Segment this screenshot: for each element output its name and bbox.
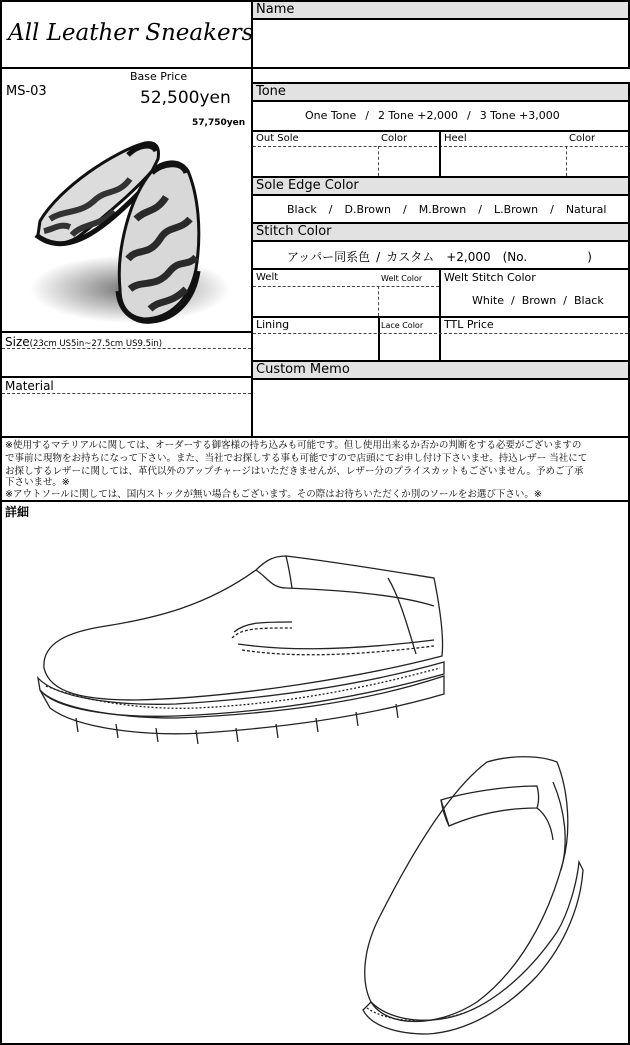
base-price-label: Base Price [130,70,188,83]
tone-option-one[interactable]: One Tone [305,109,357,122]
divider [378,286,379,316]
detail-label: 詳細 [5,505,30,519]
note-line: ※使用するマテリアルに関しては、オーダーする御客様の持ち込みも可能です。但し使用出来るか否かの判断をする必要がございますの [5,440,582,451]
base-price: 52,500yen [140,88,231,108]
note-line: ※アウトソールに関しては、国内ストックが無い場合もございます。その際はお待ちいただくか別のソールをお選び下さい。※ [5,489,542,500]
stitch-options[interactable]: アッパー同系色 / カスタム +2,000 (No. ) [287,250,592,264]
detail-box [0,500,630,1045]
product-info-box [0,67,253,333]
heel-color-field[interactable] [568,147,630,175]
welt-stitch-options[interactable]: White / Brown / Black [472,294,604,307]
heel-label: Heel [444,133,467,144]
stitch-color-label: Stitch Color [253,224,628,242]
title-box [0,0,253,69]
divider [253,316,628,318]
divider [2,348,251,349]
note-line: で事前に現物をお持ちになって下さい。また、当社でお探しする事も可能ですので店頭にてお申し付け下さいませ。持込レザー 当社にて [5,453,588,464]
custom-memo-label: Custom Memo [253,362,628,380]
sole-edge-option-lbrown[interactable]: L.Brown [493,203,539,216]
lace-color-label: Lace Color [381,321,424,330]
note-line: お探しするレザーに関しては、革代以外のアップチャージはいただきませんが、レザー分のプライスカットもございません。予めご了承 [5,466,584,477]
side-view-drawing [36,548,446,748]
tone-option-three[interactable]: 3 Tone +3,000 [479,109,560,122]
welt-field[interactable] [253,287,377,315]
divider [2,393,251,394]
product-photo [20,139,235,324]
out-sole-label: Out Sole [256,133,299,144]
out-sole-color-label: Color [381,133,408,144]
custom-memo-box [251,360,630,438]
top-view-drawing [357,752,592,1037]
size-range: (23cm US5in~27.5cm US9.5in) [29,339,163,349]
product-title: All Leather Sneakers [8,20,254,46]
out-sole-color-field[interactable] [380,147,438,175]
tone-label: Tone [253,84,628,102]
tone-option-two[interactable]: 2 Tone +2,000 [377,109,458,122]
divider [566,146,567,176]
welt-color-field[interactable] [380,287,438,315]
sole-edge-options[interactable]: Black / D.Brown / M.Brown / L.Brown / Natural [287,203,607,216]
divider [439,268,441,362]
lining-field[interactable] [253,334,377,362]
notes-box [0,436,630,502]
stitch-option-close: ) [587,250,592,264]
name-label: Name [253,2,628,20]
heel-field[interactable] [442,147,565,175]
lace-color-field[interactable] [380,334,438,362]
ttl-price-label: TTL Price [444,318,494,331]
size-label: Size [5,335,30,349]
welt-label: Welt [256,272,279,283]
size-box [0,331,253,378]
options-box [251,82,630,362]
welt-color-label: Welt Color [381,274,423,283]
sole-edge-option-dbrown[interactable]: D.Brown [344,203,391,216]
stitch-option-same[interactable]: アッパー同系色 [287,250,371,264]
welt-stitch-option-brown[interactable]: Brown [521,294,557,307]
material-label: Material [5,379,54,393]
welt-stitch-option-black[interactable]: Black [573,294,604,307]
note-line: 下さいませ。※ [5,477,70,488]
material-field[interactable] [2,395,251,436]
stitch-option-custom[interactable]: カスタム +2,000 (No. [386,250,528,264]
name-field[interactable] [253,20,628,67]
ttl-price-field[interactable] [442,334,630,362]
out-sole-field[interactable] [253,147,377,175]
sole-edge-option-natural[interactable]: Natural [565,203,607,216]
custom-memo-field[interactable] [253,380,628,436]
name-box [251,0,630,69]
tax-price: 57,750yen [192,118,246,128]
model-number: MS-03 [6,84,47,99]
sole-edge-option-mbrown[interactable]: M.Brown [418,203,467,216]
sole-edge-option-black[interactable]: Black [287,203,317,216]
divider [378,146,379,176]
divider [439,130,441,176]
welt-stitch-option-white[interactable]: White [472,294,504,307]
lining-label: Lining [256,318,290,331]
sole-edge-color-label: Sole Edge Color [253,178,628,196]
welt-stitch-color-label: Welt Stitch Color [444,271,536,284]
heel-color-label: Color [569,133,596,144]
tone-options[interactable]: One Tone / 2 Tone +2,000 / 3 Tone +3,000 [305,109,560,122]
material-box [0,376,253,438]
